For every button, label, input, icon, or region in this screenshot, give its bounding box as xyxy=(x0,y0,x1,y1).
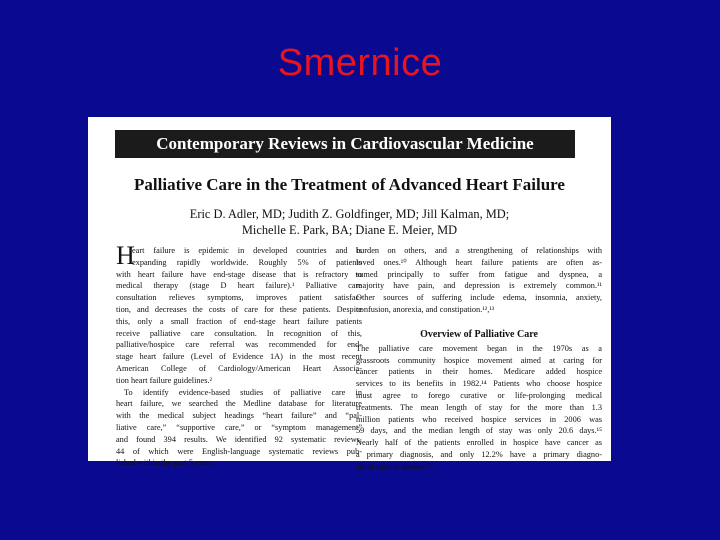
text-line: Nearly half of the patients enrolled in hospice have cancer as xyxy=(356,438,602,448)
journal-banner: Contemporary Reviews in Cardiovascular Medicine xyxy=(115,130,575,158)
text-line: American College of Cardiology/American Heart Associa- xyxy=(116,363,362,373)
text-line: treatments. The mean length of stay for the more than 1.3 xyxy=(356,402,602,412)
text-line: expanding rapidly worldwide. Roughly 5% of patients xyxy=(132,257,362,267)
text-line: Other sources of suffering include edema, insomnia, anxiety, xyxy=(356,293,602,303)
text-line: medical therapy (stage D heart failure).¹ Palliative care xyxy=(116,281,362,291)
text-line: liative care,” “supportive care,” or “symptom management” xyxy=(116,422,362,432)
text-line: cancer patients in their homes. Medicare added hospice xyxy=(356,367,602,377)
text-line: must agree to forego curative or life-prolonging medical xyxy=(356,390,602,400)
text-line: palliative/hospice care referral was recommended for end- xyxy=(116,340,362,350)
authors-line: Michelle E. Park, BA; Diane E. Meier, MD xyxy=(241,223,458,237)
text-line: tion heart failure guidelines.² xyxy=(116,375,213,385)
text-line: services to its benefits in 1982.¹⁴ Patients who choose hospice xyxy=(356,379,602,389)
text-line: heart failure, we searched the Medline database for literature xyxy=(116,399,362,409)
text-line: receive palliative care consultation. In recognition of this, xyxy=(116,328,362,338)
left-column xyxy=(116,241,362,469)
text-line: and found 394 results. We identified 92 systematic reviews, xyxy=(116,434,362,444)
text-line: grassroots community hospice movement aimed at caring for xyxy=(356,355,602,365)
slide-title: Smernice xyxy=(277,42,443,84)
right-column xyxy=(356,245,602,473)
text-line: with the medical subject headings “heart failure” and “pal- xyxy=(116,411,362,421)
text-line: 59 days, and the median length of stay was only 20.6 days.¹⁵ xyxy=(356,426,602,436)
text-line: 44 of which were English-language systematic reviews pub- xyxy=(116,446,362,456)
section-heading: Overview of Palliative Care xyxy=(420,328,538,340)
article-image xyxy=(88,117,611,471)
text-line: with heart failure have end-stage disease that is refractory to xyxy=(116,269,362,279)
text-line: loved ones.¹⁰ Although heart failure patients are often as- xyxy=(356,257,602,267)
text-line: million patients who received hospice services in 2006 was xyxy=(356,414,602,424)
authors-line: Eric D. Adler, MD; Judith Z. Goldfinger, MD; Jill Kalman, MD; xyxy=(189,207,510,221)
text-line: tion, and decreases the costs of care for these patients. Despite xyxy=(116,304,362,314)
text-line: sis of cardiac disease.¹⁶ xyxy=(356,461,434,471)
opening-paragraph xyxy=(116,241,362,270)
text-line: sumed principally to suffer from fatigue and dyspnea, a xyxy=(356,269,602,279)
text-line: The palliative care movement began in the 1970s as a xyxy=(356,343,602,353)
text-line: eart failure is epidemic in developed countries and is xyxy=(132,246,362,255)
text-line: burden on others, and a strengthening of relationships with xyxy=(356,246,602,255)
text-line: confusion, anorexia, and constipation.¹²,¹³ xyxy=(356,304,495,314)
text-line: consultation relieves symptoms, improves patient satisfac- xyxy=(116,293,362,303)
text-line: To identify evidence-based studies of palliative care in xyxy=(124,387,362,397)
text-line: stage heart failure (Level of Evidence 1A) in the most recent xyxy=(116,352,362,362)
drop-cap: H xyxy=(116,241,135,270)
article-authors xyxy=(88,206,611,238)
text-line: this, only a small fraction of end-stage heart failure patients xyxy=(116,316,362,326)
text-line: lished within the past 5 years. xyxy=(116,458,215,468)
text-line: majority have pain, and depression is extremely common.¹¹ xyxy=(356,281,602,291)
article-title: Palliative Care in the Treatment of Advanced Heart Failure xyxy=(134,175,565,194)
text-line: a primary diagnosis, and only 12.2% have a primary diagno- xyxy=(356,449,602,459)
